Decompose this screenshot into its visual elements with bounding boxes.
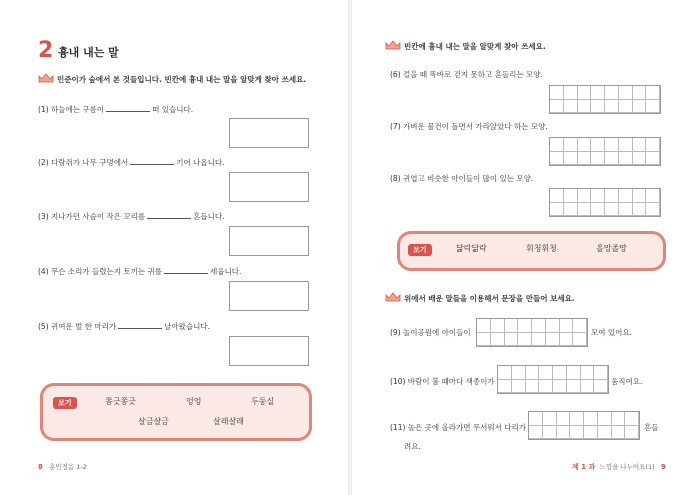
grid-cell[interactable] <box>584 426 598 440</box>
grid-cell[interactable] <box>633 152 647 166</box>
grid-cell[interactable] <box>578 203 592 217</box>
section-title: 흉내 내는 말 <box>58 46 119 59</box>
grid-cell[interactable] <box>633 138 647 152</box>
grid-cell[interactable] <box>646 203 660 217</box>
crown-badge-icon <box>385 292 401 302</box>
grid-cell[interactable] <box>553 366 567 380</box>
grid-cell[interactable] <box>612 412 626 426</box>
grid-cell[interactable] <box>646 86 660 100</box>
grid-cell[interactable] <box>591 203 605 217</box>
grid-cell[interactable] <box>543 426 557 440</box>
grid-cell[interactable] <box>578 100 592 114</box>
answer-grid[interactable] <box>476 318 588 347</box>
answer-grid[interactable] <box>549 85 661 114</box>
bogi-word: 휘청휘청 <box>526 244 557 253</box>
grid-cell[interactable] <box>518 319 532 333</box>
right-page <box>352 0 700 495</box>
instruction-bottom: 위에서 배운 말들을 이용해서 문장을 만들어 보세요. <box>404 294 575 303</box>
grid-cell[interactable] <box>505 333 519 347</box>
grid-cell[interactable] <box>619 86 633 100</box>
grid-cell[interactable] <box>578 152 592 166</box>
grid-cell[interactable] <box>518 333 532 347</box>
grid-cell[interactable] <box>512 366 526 380</box>
grid-cell[interactable] <box>570 412 584 426</box>
grid-cell[interactable] <box>498 380 512 394</box>
question-5 <box>38 321 210 332</box>
grid-cell[interactable] <box>557 412 571 426</box>
grid-cell[interactable] <box>591 100 605 114</box>
grid-cell[interactable] <box>573 319 587 333</box>
grid-cell[interactable] <box>578 86 592 100</box>
crown-badge-icon <box>385 40 401 50</box>
answer-blank[interactable] <box>130 157 174 165</box>
answer-blank[interactable] <box>106 104 150 112</box>
grid-cell[interactable] <box>550 203 564 217</box>
answer-grid[interactable] <box>549 137 661 166</box>
question-text: 날아왔습니다. <box>164 322 210 331</box>
answer-grid[interactable] <box>549 188 661 217</box>
sentence-11-continued: 려요. <box>404 442 421 451</box>
grid-cell[interactable] <box>477 319 491 333</box>
footer-left <box>38 462 87 471</box>
book-title: 훈민정음 1-2 <box>49 463 87 471</box>
sentence-10-start: (10) 바람이 불 때마다 색종이가 <box>390 377 495 386</box>
grid-cell[interactable] <box>573 333 587 347</box>
grid-cell[interactable] <box>581 366 595 380</box>
grid-cell[interactable] <box>598 412 612 426</box>
answer-grid[interactable] <box>497 365 609 394</box>
grid-cell[interactable] <box>505 319 519 333</box>
bogi-word: 살금살금 <box>138 417 169 426</box>
instruction: 민준이가 숲에서 본 것들입니다. 빈칸에 흉내 내는 말을 알맞게 찾아 쓰세요. <box>57 75 307 84</box>
bogi-word: 두둥실 <box>251 397 275 406</box>
answer-box[interactable] <box>229 172 309 202</box>
grid-cell[interactable] <box>529 412 543 426</box>
grid-cell[interactable] <box>532 333 546 347</box>
bogi-label: 보기 <box>408 244 432 256</box>
grid-cell[interactable] <box>633 189 647 203</box>
grid-cell[interactable] <box>633 203 647 217</box>
grid-cell[interactable] <box>477 333 491 347</box>
grid-cell[interactable] <box>512 380 526 394</box>
bogi-word: 쫑긋쫑긋 <box>105 397 136 406</box>
lesson-number: 제 1 과 <box>572 463 596 471</box>
grid-cell[interactable] <box>646 138 660 152</box>
grid-cell[interactable] <box>646 100 660 114</box>
left-page <box>0 0 348 495</box>
question-4 <box>38 266 241 277</box>
bogi-word: 살래살래 <box>213 417 244 426</box>
question-6: (6) 걸을 때 똑바로 걷지 못하고 흔들리는 모양. <box>390 70 543 79</box>
answer-box[interactable] <box>229 281 309 311</box>
grid-cell[interactable] <box>564 86 578 100</box>
grid-cell[interactable] <box>605 86 619 100</box>
grid-cell[interactable] <box>557 426 571 440</box>
question-2 <box>38 157 224 168</box>
grid-cell[interactable] <box>605 100 619 114</box>
question-text: 세웁니다. <box>209 267 242 276</box>
sentence-9-start: (9) 놀이공원에 아이들이 <box>390 328 471 337</box>
question-text: (4) 무슨 소리가 들렸는지 토끼는 귀를 <box>38 267 162 276</box>
answer-box[interactable] <box>229 336 309 366</box>
answer-box[interactable] <box>229 226 309 256</box>
grid-cell[interactable] <box>539 380 553 394</box>
question-1 <box>38 104 193 115</box>
grid-cell[interactable] <box>526 380 540 394</box>
crown-badge-icon <box>38 73 54 83</box>
bogi-word: 올망졸망 <box>596 244 627 253</box>
grid-cell[interactable] <box>578 138 592 152</box>
grid-cell[interactable] <box>591 189 605 203</box>
answer-blank[interactable] <box>118 321 162 329</box>
grid-cell[interactable] <box>567 380 581 394</box>
grid-cell[interactable] <box>646 152 660 166</box>
grid-cell[interactable] <box>529 426 543 440</box>
grid-cell[interactable] <box>605 203 619 217</box>
bogi-word: 엉엉 <box>186 397 202 406</box>
grid-cell[interactable] <box>625 412 639 426</box>
bogi-label: 보기 <box>53 397 77 409</box>
grid-cell[interactable] <box>570 426 584 440</box>
question-text: 흔듭니다. <box>193 212 225 221</box>
sentence-11-end: 흔들 <box>644 423 659 432</box>
grid-cell[interactable] <box>550 86 564 100</box>
grid-cell[interactable] <box>567 366 581 380</box>
grid-cell[interactable] <box>546 333 560 347</box>
grid-cell[interactable] <box>581 380 595 394</box>
grid-cell[interactable] <box>619 100 633 114</box>
grid-cell[interactable] <box>526 366 540 380</box>
sentence-10-end: 움직여요. <box>611 377 643 386</box>
grid-cell[interactable] <box>578 189 592 203</box>
bogi-box <box>397 231 666 271</box>
question-text: (5) 귀여운 벌 한 마리가 <box>38 322 117 331</box>
question-text: (3) 지나가던 사슴이 작은 꼬리를 <box>38 212 146 221</box>
grid-cell[interactable] <box>619 152 633 166</box>
grid-cell[interactable] <box>564 100 578 114</box>
grid-cell[interactable] <box>550 100 564 114</box>
answer-blank[interactable] <box>164 266 208 274</box>
grid-cell[interactable] <box>625 426 639 440</box>
question-8: (8) 귀엽고 비슷한 아이들이 많이 있는 모양. <box>390 174 534 183</box>
grid-cell[interactable] <box>564 189 578 203</box>
page-number: 8 <box>38 463 43 471</box>
grid-cell[interactable] <box>646 189 660 203</box>
question-text: (2) 다람쥐가 나무 구멍에서 <box>38 158 129 167</box>
grid-cell[interactable] <box>564 138 578 152</box>
grid-cell[interactable] <box>560 333 574 347</box>
grid-cell[interactable] <box>543 412 557 426</box>
question-text: 기어 나옵니다. <box>176 158 225 167</box>
grid-cell[interactable] <box>550 189 564 203</box>
grid-cell[interactable] <box>550 152 564 166</box>
grid-cell[interactable] <box>539 366 553 380</box>
grid-cell[interactable] <box>594 380 608 394</box>
grid-cell[interactable] <box>584 412 598 426</box>
bogi-box <box>40 383 312 441</box>
grid-cell[interactable] <box>633 100 647 114</box>
grid-cell[interactable] <box>553 380 567 394</box>
grid-cell[interactable] <box>605 138 619 152</box>
section-number: 2 <box>38 38 54 63</box>
grid-cell[interactable] <box>498 366 512 380</box>
grid-cell[interactable] <box>591 86 605 100</box>
grid-cell[interactable] <box>605 189 619 203</box>
question-text: 떠 있습니다. <box>152 105 194 114</box>
grid-cell[interactable] <box>619 138 633 152</box>
grid-cell[interactable] <box>598 426 612 440</box>
grid-cell[interactable] <box>491 319 505 333</box>
grid-cell[interactable] <box>564 152 578 166</box>
instruction-top: 빈칸에 흉내 내는 말을 알맞게 찾아 쓰세요. <box>404 42 546 51</box>
answer-box[interactable] <box>229 118 309 148</box>
grid-cell[interactable] <box>619 189 633 203</box>
grid-cell[interactable] <box>560 319 574 333</box>
page-number: 9 <box>660 463 666 471</box>
grid-cell[interactable] <box>491 333 505 347</box>
question-7: (7) 가벼운 물건이 돌면서 가라앉았다 하는 모양. <box>390 122 548 131</box>
grid-cell[interactable] <box>532 319 546 333</box>
sentence-11-start: (11) 높은 곳에 올라가면 무서워서 다리가 <box>390 423 526 432</box>
sentence-9-end: 모여 있어요. <box>591 328 632 337</box>
grid-cell[interactable] <box>550 138 564 152</box>
question-3 <box>38 211 224 222</box>
answer-blank[interactable] <box>147 211 191 219</box>
grid-cell[interactable] <box>546 319 560 333</box>
bogi-word: 닮락닮락 <box>456 244 487 253</box>
grid-cell[interactable] <box>619 203 633 217</box>
lesson-title: 느낌을 나누어요(1) <box>599 463 655 471</box>
grid-cell[interactable] <box>591 152 605 166</box>
grid-cell[interactable] <box>605 152 619 166</box>
answer-grid[interactable] <box>528 411 640 440</box>
grid-cell[interactable] <box>564 203 578 217</box>
question-text: (1) 하늘에는 구름이 <box>38 105 105 114</box>
footer-right <box>572 462 666 472</box>
grid-cell[interactable] <box>633 86 647 100</box>
grid-cell[interactable] <box>591 138 605 152</box>
grid-cell[interactable] <box>612 426 626 440</box>
grid-cell[interactable] <box>594 366 608 380</box>
